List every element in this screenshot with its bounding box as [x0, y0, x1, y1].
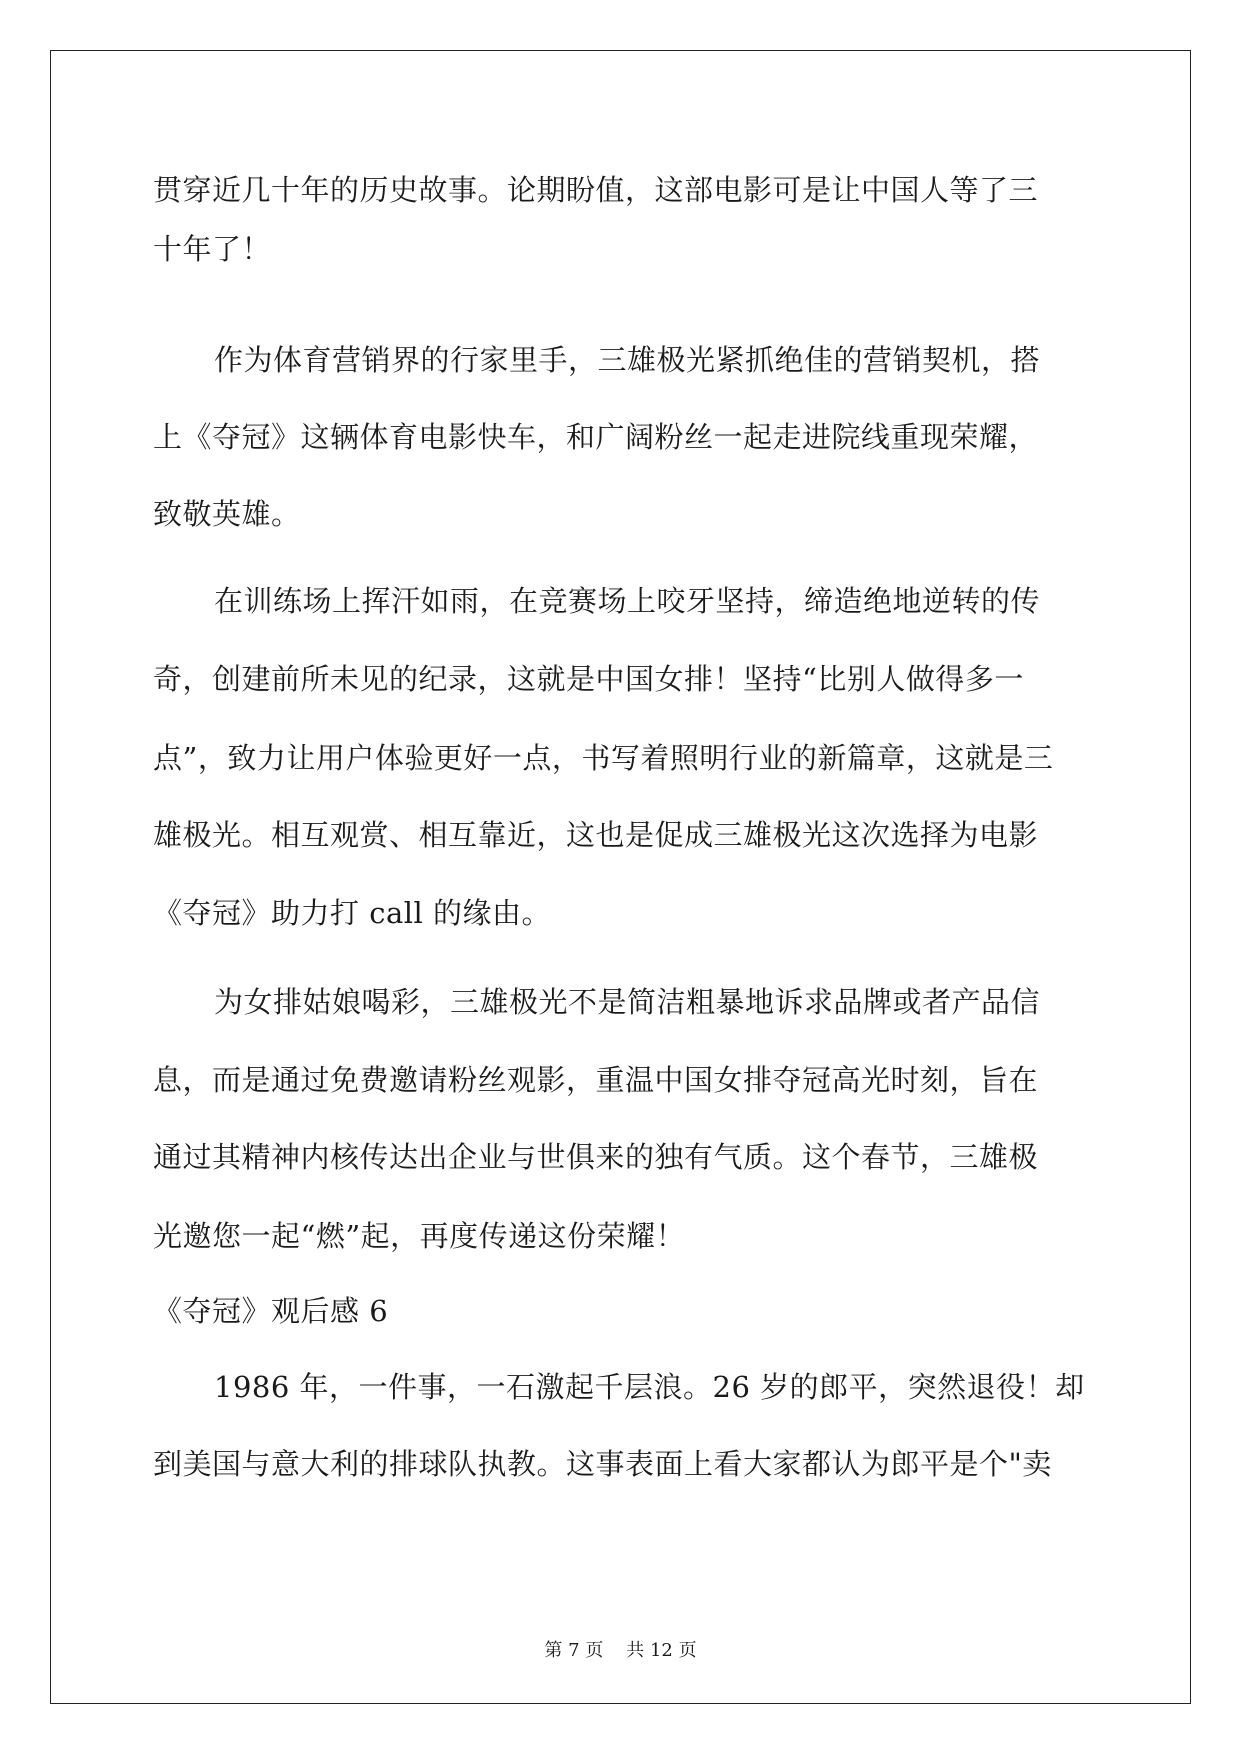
paragraph-line: 通过其精神内核传达出企业与世俱来的独有气质。这个春节，三雄极	[153, 1140, 1039, 1174]
paragraph-line: 致敬英雄。	[153, 497, 301, 531]
paragraph-line: 上《夺冠》这辆体育电影快车，和广阔粉丝一起走进院线重现荣耀，	[153, 420, 1039, 454]
page-footer	[0, 1636, 1241, 1662]
paragraph-line: 《夺冠》助力打 call 的缘由。	[153, 896, 552, 930]
section-heading: 《夺冠》观后感 6	[153, 1294, 389, 1328]
paragraph-line: 光邀您一起“燃”起，再度传递这份荣耀！	[153, 1219, 686, 1253]
total-pages: 共 12 页	[626, 1640, 697, 1661]
paragraph-line: 奇，创建前所未见的纪录，这就是中国女排！坚持“比别人做得多一	[153, 662, 1024, 696]
paragraph-line: 贯穿近几十年的历史故事。论期盼值，这部电影可是让中国人等了三	[153, 173, 1039, 207]
paragraph-line: 1986 年，一件事，一石激起千层浪。26 岁的郎平，突然退役！却	[214, 1370, 1085, 1404]
page-number: 第 7 页	[544, 1640, 604, 1661]
paragraph-line: 点”，致力让用户体验更好一点，书写着照明行业的新篇章，这就是三	[153, 741, 1054, 775]
paragraph-line: 作为体育营销界的行家里手，三雄极光紧抓绝佳的营销契机，搭	[214, 343, 1041, 377]
paragraph-line: 在训练场上挥汗如雨，在竞赛场上咬牙坚持，缔造绝地逆转的传	[214, 584, 1041, 618]
paragraph-line: 十年了！	[153, 232, 272, 266]
paragraph-line: 息，而是通过免费邀请粉丝观影，重温中国女排夺冠高光时刻，旨在	[153, 1063, 1039, 1097]
paragraph-line: 为女排姑娘喝彩，三雄极光不是简洁粗暴地诉求品牌或者产品信	[214, 985, 1041, 1019]
paragraph-line: 雄极光。相互观赏、相互靠近，这也是促成三雄极光这次选择为电影	[153, 818, 1039, 852]
paragraph-line: 到美国与意大利的排球队执教。这事表面上看大家都认为郎平是个"卖	[153, 1447, 1052, 1481]
